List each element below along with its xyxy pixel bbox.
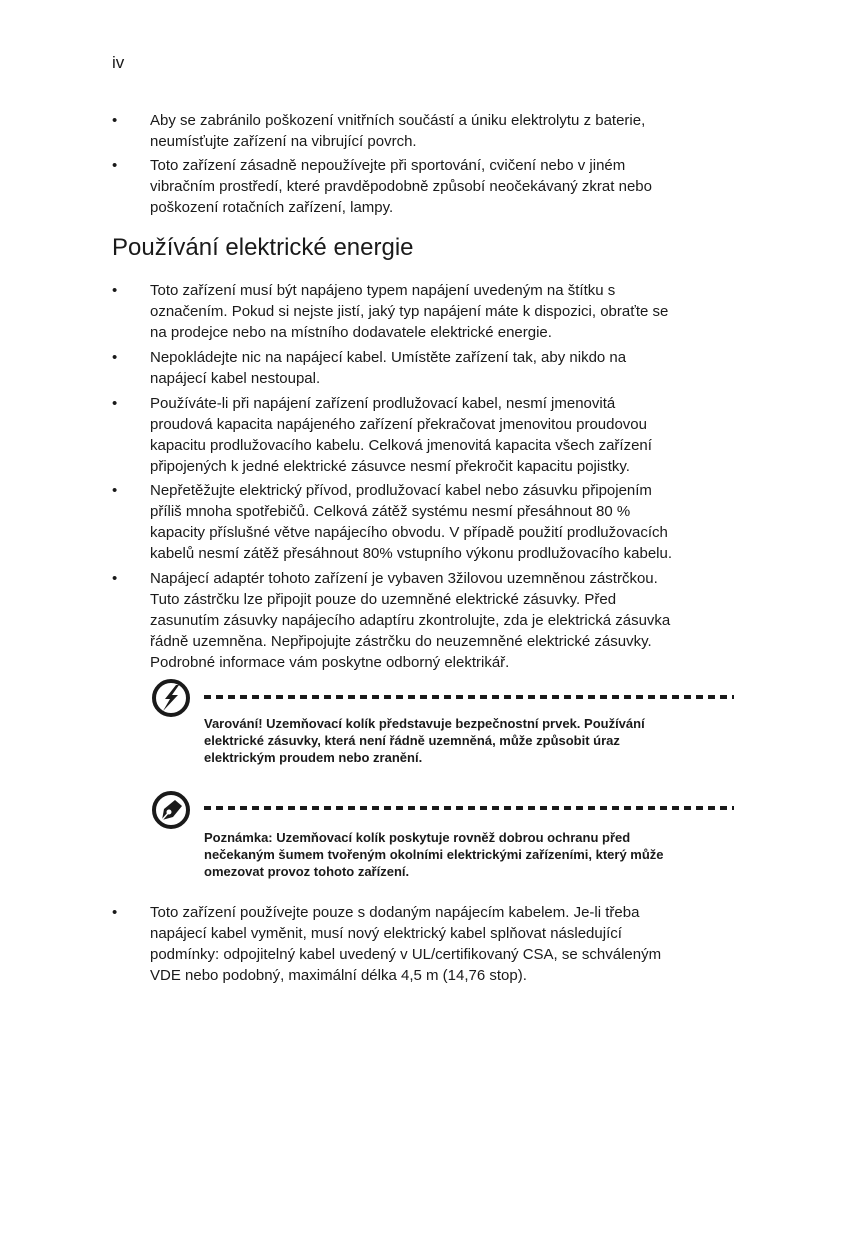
line: na prodejce nebo na místního dodavatele elektrické energie. (150, 324, 552, 341)
line: poškození rotačních zařízení, lampy. (150, 199, 394, 216)
lightning-warning-icon (151, 678, 191, 718)
line: Varování! Uzemňovací kolík představuje bezpečnostní prvek. Používání (204, 716, 645, 731)
line: Používáte-li při napájení zařízení prodlužovací kabel, nesmí jmenovitá (150, 395, 616, 412)
line: elektrickým proudem nebo zranění. (204, 750, 423, 765)
note-text (204, 829, 664, 880)
line: Toto zařízení používejte pouze s dodaným napájecím kabelem. Je-li třeba (150, 904, 640, 921)
line: napájecí kabel nestoupal. (150, 370, 321, 387)
line: Podrobné informace vám poskytne odborný elektrikář. (150, 654, 510, 671)
line: Nepřetěžujte elektrický přívod, prodlužovací kabel nebo zásuvku připojením (150, 482, 652, 499)
pen-note-icon (151, 790, 191, 830)
section-heading: Používání elektrické energie (112, 234, 414, 261)
line: kapacitu prodlužovacího kabelu. Celková jmenovitá kapacita všech zařízení (150, 437, 652, 454)
line: podmínky: odpojitelný kabel uvedený v UL/certifikovaný CSA, se schváleným (150, 946, 662, 963)
line: napájecí kabel vyměnit, musí nový elektrický kabel splňovat následující (150, 925, 622, 942)
line: omezovat provoz tohoto zařízení. (204, 864, 410, 879)
warning-text (204, 715, 645, 766)
line: zasunutím zásuvky napájecího adaptíru zkontrolujte, zda je elektrická zásuvka (150, 612, 671, 629)
bullet: • (112, 157, 118, 174)
line: Toto zařízení zásadně nepoužívejte při sportování, cvičení nebo v jiném (150, 157, 626, 174)
line: označením. Pokud si nejste jistí, jaký typ napájení máte k dispozici, obraťte se (150, 303, 669, 320)
line: kapacity příslušné větve napájecího obvodu. V případě použití prodlužovacích (150, 524, 668, 541)
line: Tuto zástrčku lze připojit pouze do uzemněné elektrické zásuvky. Před (150, 591, 617, 608)
line: VDE nebo podobný, maximální délka 4,5 m (14,76 stop). (150, 967, 527, 984)
bullet: • (112, 349, 118, 366)
bullet: • (112, 482, 118, 499)
line: kabelů nesmí zátěž přesáhnout 80% vstupního výkonu prodlužovacího kabelu. (150, 545, 672, 562)
divider (204, 695, 734, 699)
line: nečekaným šumem tvořeným okolními elektrickými zařízeními, který může (204, 847, 664, 862)
line: Poznámka: Uzemňovací kolík poskytuje rovněž dobrou ochranu před (204, 830, 631, 845)
line: příliš mnoha spotřebičů. Celková zátěž systému nesmí přesáhnout 80 % (150, 503, 631, 520)
divider (204, 806, 734, 810)
bullet: • (112, 904, 118, 921)
line: Toto zařízení musí být napájeno typem napájení uvedeným na štítku s (150, 282, 616, 299)
line: Aby se zabránilo poškození vnitřních součástí a úniku elektrolytu z baterie, (150, 112, 646, 129)
line: elektrické zásuvky, která není řádně uzemněná, může způsobit úraz (204, 733, 620, 748)
bullet: • (112, 112, 118, 129)
bullet: • (112, 395, 118, 412)
line: připojených k jedné elektrické zásuvce nesmí překročit kapacitu pojistky. (150, 458, 630, 475)
bullet: • (112, 282, 118, 299)
page-number: iv (112, 53, 125, 72)
line: řádně uzemněna. Nepřipojujte zástrčku do neuzemněné elektrické zásuvky. (150, 633, 652, 650)
bullet: • (112, 570, 118, 587)
line: Napájecí adaptér tohoto zařízení je vybaven 3žilovou uzemněnou zástrčkou. (150, 570, 658, 587)
line: neumísťujte zařízení na vibrující povrch. (150, 133, 417, 150)
line: vibračním prostředí, které pravděpodobně způsobí neočekávaný zkrat nebo (150, 178, 652, 195)
line: proudová kapacita napájeného zařízení překračovat jmenovitou proudovou (150, 416, 647, 433)
line: Nepokládejte nic na napájecí kabel. Umístěte zařízení tak, aby nikdo na (150, 349, 627, 366)
